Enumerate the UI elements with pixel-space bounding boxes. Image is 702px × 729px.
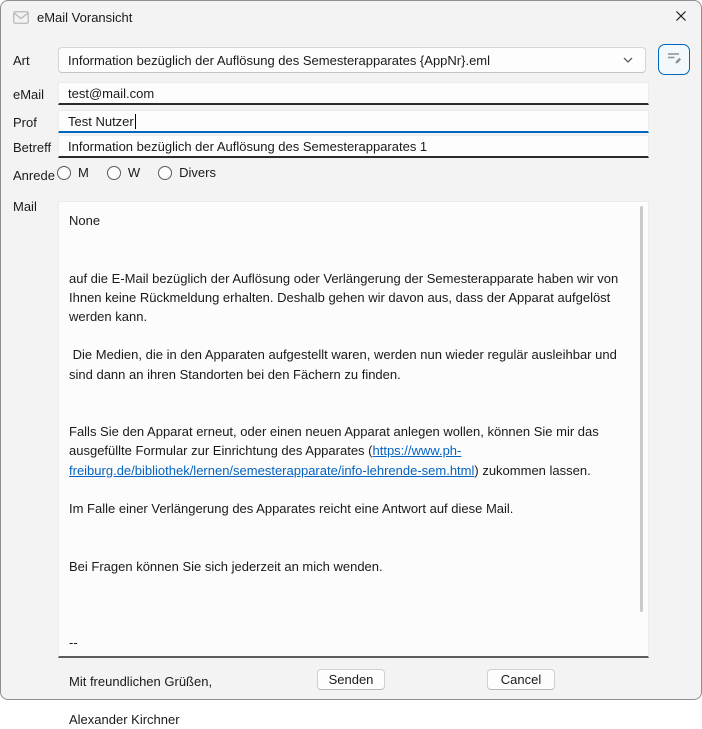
mail-line bbox=[69, 691, 634, 710]
mail-line bbox=[69, 211, 634, 230]
mail-line bbox=[69, 269, 634, 327]
mail-text: Die Medien, die in den Apparaten aufgestellt waren, werden nun wieder regulär ausleihbar und sind dann an ihren Standorten bei den Fächern zu finden. bbox=[69, 347, 621, 382]
mail-label: Mail bbox=[13, 199, 37, 214]
mail-text: None bbox=[69, 213, 101, 228]
close-icon bbox=[674, 9, 688, 26]
close-button[interactable] bbox=[669, 6, 693, 28]
art-dropdown[interactable] bbox=[58, 47, 646, 73]
mail-line bbox=[69, 537, 634, 556]
mail-line bbox=[69, 345, 634, 383]
mail-line bbox=[69, 403, 634, 422]
mail-text: Bei Fragen können Sie sich jederzeit an mich wenden. bbox=[69, 558, 383, 574]
edit-list-icon bbox=[665, 49, 683, 70]
art-selected-value: Information bezüglich der Auflösung des Semesterapparates {AppNr}.eml bbox=[68, 52, 491, 68]
mail-line bbox=[69, 422, 634, 480]
envelope-icon bbox=[13, 11, 29, 24]
betreff-label: Betreff bbox=[13, 140, 52, 155]
prof-input[interactable] bbox=[58, 110, 649, 133]
mail-text: Alexander Kirchner bbox=[69, 712, 180, 728]
anrede-radio-m[interactable] bbox=[57, 165, 89, 180]
radio-label: M bbox=[78, 165, 89, 180]
anrede-radio-w[interactable] bbox=[107, 165, 140, 180]
mail-line bbox=[69, 576, 634, 595]
mail-scrollbar[interactable] bbox=[640, 206, 643, 612]
mail-link[interactable]: https://www.ph-freiburg.de/bibliothek/lernen/semesterapparate/info-lehrende-sem.html bbox=[69, 443, 475, 478]
mail-line bbox=[69, 595, 634, 614]
mail-text: ) zukommen lassen. bbox=[474, 462, 591, 478]
radio-circle-icon[interactable] bbox=[107, 166, 121, 180]
mail-body bbox=[69, 211, 634, 729]
prof-value: Test Nutzer bbox=[68, 113, 134, 129]
mail-line bbox=[69, 230, 634, 249]
betreff-input[interactable] bbox=[58, 135, 649, 158]
anrede-radio-divers[interactable] bbox=[158, 165, 216, 180]
mail-line bbox=[69, 480, 634, 499]
mail-line bbox=[69, 326, 634, 345]
anrede-label: Anrede bbox=[13, 168, 55, 183]
email-value: test@mail.com bbox=[68, 85, 155, 101]
radio-circle-icon[interactable] bbox=[158, 166, 172, 180]
radio-label: W bbox=[127, 165, 141, 180]
cancel-button[interactable]: Cancel bbox=[487, 669, 555, 690]
mail-line bbox=[69, 384, 634, 403]
mail-line bbox=[69, 614, 634, 633]
radio-label: Divers bbox=[179, 165, 216, 180]
mail-text: Mit freundlichen Grüßen, bbox=[69, 673, 213, 689]
prof-label: Prof bbox=[13, 115, 37, 130]
window-title: eMail Voransicht bbox=[37, 10, 133, 25]
titlebar bbox=[1, 1, 701, 33]
mail-line bbox=[69, 633, 634, 652]
mail-text: -- bbox=[69, 635, 78, 651]
mail-text: Falls Sie den Apparat erneut, oder einen neuen Apparat anlegen wollen, können Sie mir das ausgefüllte Formular zur Einrichtung des Apparates ( bbox=[69, 424, 603, 459]
chevron-down-icon bbox=[621, 53, 635, 67]
mail-line bbox=[69, 518, 634, 537]
mail-text: Im Falle einer Verlängerung des Apparates reicht eine Antwort auf diese Mail. bbox=[69, 500, 514, 516]
text-caret bbox=[135, 114, 136, 129]
anrede-options bbox=[57, 165, 234, 180]
mail-text: auf die E-Mail bezüglich der Auflösung oder Verlängerung der Semesterapparate haben wir von Ihnen keine Rückmeldung erhalten. Deshalb gehen wir davon aus, dass der Apparat aufgelöst werden kann. bbox=[69, 270, 622, 324]
betreff-value: Information bezüglich der Auflösung des Semesterapparates 1 bbox=[68, 138, 428, 154]
radio-circle-icon[interactable] bbox=[57, 166, 71, 180]
send-button[interactable]: Senden bbox=[317, 669, 385, 690]
mail-line bbox=[69, 710, 634, 729]
mail-line bbox=[69, 557, 634, 576]
email-label: eMail bbox=[13, 87, 45, 102]
edit-template-button[interactable] bbox=[658, 44, 690, 75]
art-label: Art bbox=[13, 53, 30, 68]
mail-line bbox=[69, 499, 634, 518]
mail-line bbox=[69, 249, 634, 268]
email-input[interactable] bbox=[58, 82, 649, 105]
